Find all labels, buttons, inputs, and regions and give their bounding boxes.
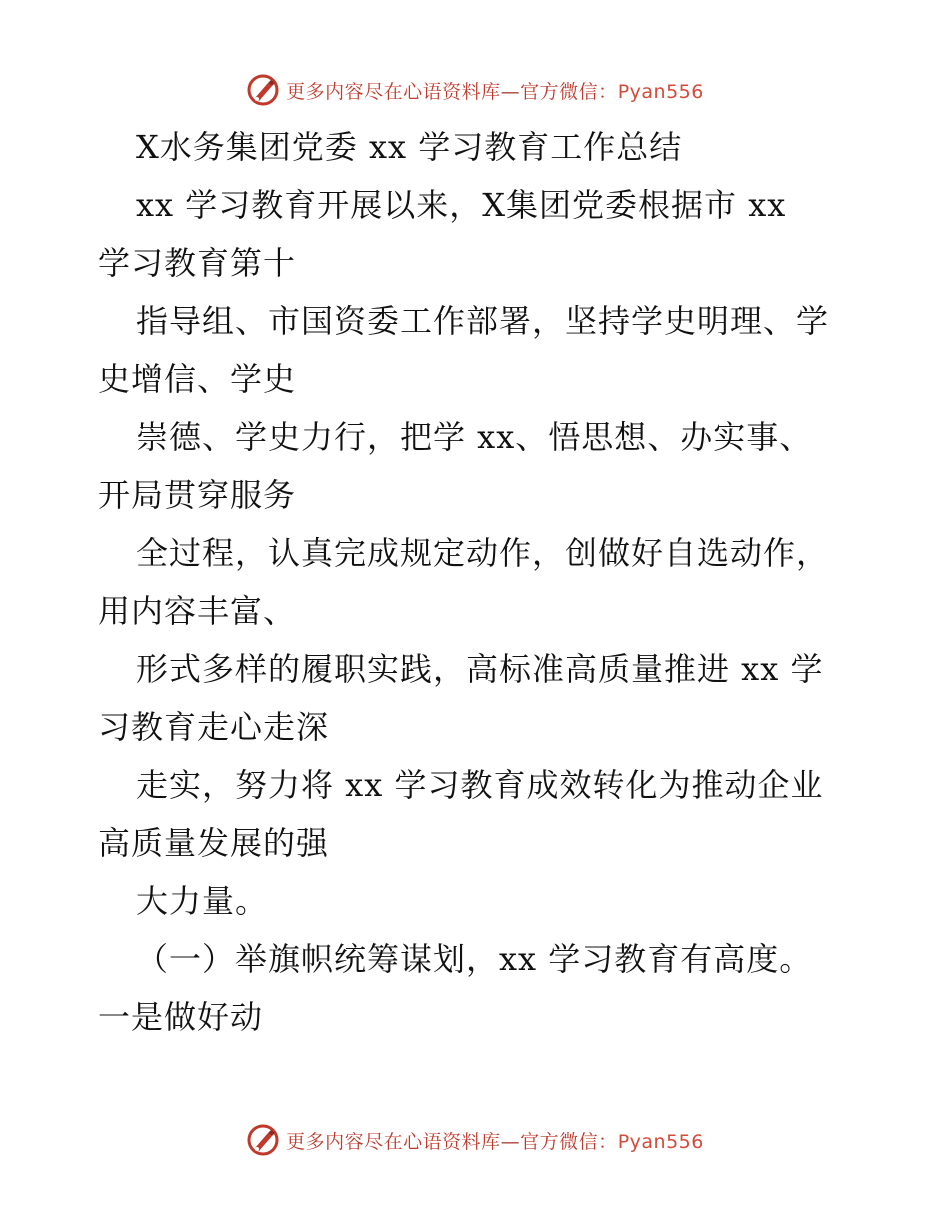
pen-seal-logo-icon — [246, 73, 280, 107]
paragraph-line: 习教育走心走深 — [98, 708, 330, 746]
paragraph-line: 史增信、学史 — [98, 360, 297, 398]
paragraph-line: 一是做好动 — [98, 998, 264, 1036]
section-heading-line: （一）举旗帜统筹谋划，xx 学习教育有高度。 — [136, 940, 813, 978]
watermark-text: 更多内容尽在心语资料库—官方微信：Pyan556 — [286, 80, 704, 103]
pen-seal-logo-icon — [246, 1123, 280, 1157]
watermark-footer — [0, 1120, 950, 1160]
document-title: X水务集团党委 xx 学习教育工作总结 — [136, 128, 683, 166]
paragraph-line: 学习教育第十 — [98, 244, 297, 282]
paragraph-line: 全过程，认真完成规定动作，创做好自选动作， — [136, 534, 830, 572]
paragraph-line: 崇德、学史力行，把学 xx、悟思想、办实事、 — [136, 418, 813, 456]
document-body — [98, 118, 858, 1046]
paragraph-line: 开局贯穿服务 — [98, 476, 297, 514]
paragraph-line: 大力量。 — [136, 882, 269, 920]
paragraph-line: 指导组、市国资委工作部署，坚持学史明理、学 — [136, 302, 830, 340]
paragraph-line: 高质量发展的强 — [98, 824, 330, 862]
paragraph-line: 用内容丰富、 — [98, 592, 297, 630]
paragraph-line: 走实，努力将 xx 学习教育成效转化为推动企业 — [136, 766, 824, 804]
watermark-text: 更多内容尽在心语资料库—官方微信：Pyan556 — [286, 1130, 704, 1153]
paragraph-line: xx 学习教育开展以来，X集团党委根据市 xx — [136, 186, 787, 224]
paragraph-line: 形式多样的履职实践，高标准高质量推进 xx 学 — [136, 650, 824, 688]
watermark-header — [0, 70, 950, 110]
